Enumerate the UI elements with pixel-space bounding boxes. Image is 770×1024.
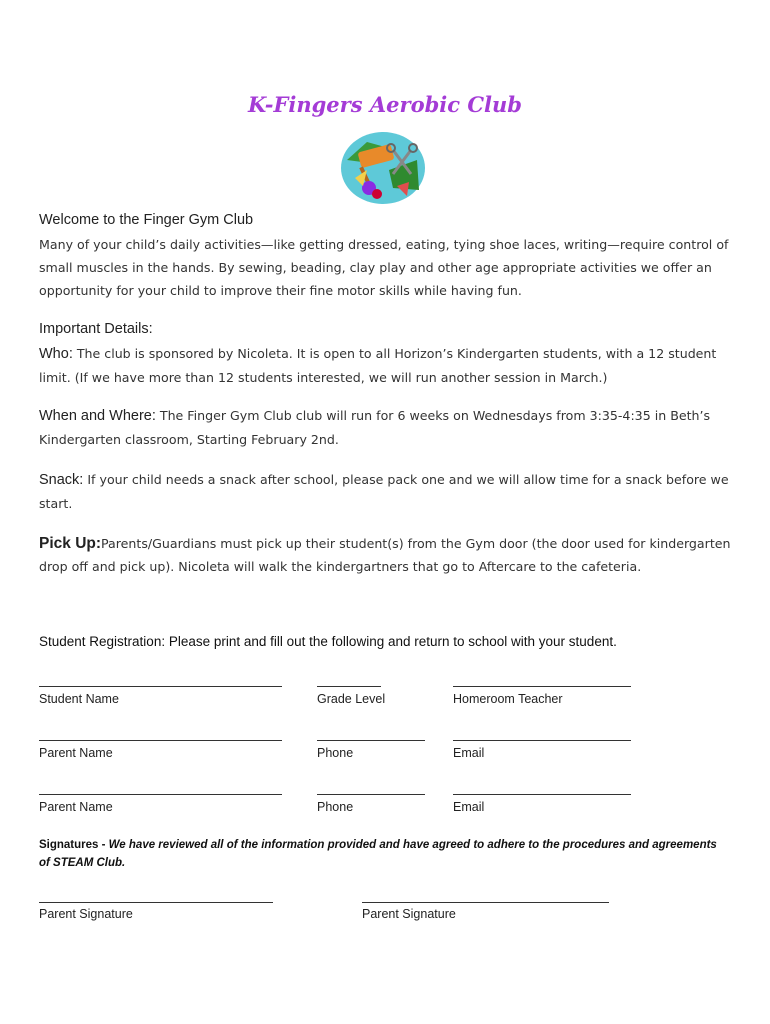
parent-signature-line-2[interactable] (362, 902, 609, 903)
who-paragraph (39, 342, 739, 389)
grade-level-label: Grade Level (317, 692, 386, 706)
parent-signature-label-2: Parent Signature (362, 907, 456, 921)
parent-name-line-1[interactable] (39, 740, 282, 741)
student-name-label: Student Name (39, 692, 119, 706)
who-label: Who: (39, 346, 73, 362)
pickup-paragraph (39, 532, 739, 578)
page-title: K-Fingers Aerobic Club (248, 92, 522, 117)
when-text: The Finger Gym Club club will run for 6 weeks on Wednesdays from 3:35-4:35 in Beth’s Kindergarten classroom, Starting February 2nd. (39, 408, 711, 447)
email-label-2: Email (453, 800, 485, 814)
email-line-1[interactable] (453, 740, 631, 741)
student-name-line[interactable] (39, 686, 282, 687)
grade-level-line[interactable] (317, 686, 381, 687)
parent-name-label-1: Parent Name (39, 746, 113, 760)
parent-signature-line-1[interactable] (39, 902, 273, 903)
parent-name-line-2[interactable] (39, 794, 282, 795)
phone-label-2: Phone (317, 800, 354, 814)
snack-text: If your child needs a snack after school, please pack one and we will allow time for a snack before we start. (39, 472, 729, 511)
pickup-label: Pick Up: (39, 535, 102, 552)
parent-name-label-2: Parent Name (39, 800, 113, 814)
phone-line-2[interactable] (317, 794, 425, 795)
craft-supplies-clipart (337, 130, 429, 208)
email-label-1: Email (453, 746, 485, 760)
pickup-text: Parents/Guardians must pick up their student(s) from the Gym door (the door used for kindergarten drop off and pick up). Nicoleta will walk the kindergartners that go to Aftercare to the cafeteria. (39, 536, 731, 574)
signatures-note (39, 836, 719, 872)
when-label: When and Where: (39, 408, 156, 424)
registration-heading: Student Registration: Please print and fill out the following and return to school with your student. (39, 634, 617, 649)
snack-label: Snack: (39, 472, 84, 488)
snack-paragraph (39, 468, 739, 515)
details-heading: Important Details: (39, 321, 153, 337)
welcome-heading: Welcome to the Finger Gym Club (39, 212, 254, 228)
homeroom-teacher-label: Homeroom Teacher (453, 692, 563, 706)
parent-signature-label-1: Parent Signature (39, 907, 133, 921)
signatures-lead: Signatures - (39, 839, 109, 851)
who-text: The club is sponsored by Nicoleta. It is open to all Horizon’s Kindergarten students, with a 12 student limit. (If we have more than 12 students interested, we will run another session in March.) (39, 346, 717, 385)
email-line-2[interactable] (453, 794, 631, 795)
welcome-paragraph: Many of your child’s daily activities—like getting dressed, eating, tying shoe laces, writing—require control of small muscles in the hands. By sewing, beading, clay play and other age appropriate activities we offer an opportunity for your child to improve their fine motor skills while having fun. (39, 237, 729, 298)
phone-label-1: Phone (317, 746, 354, 760)
phone-line-1[interactable] (317, 740, 425, 741)
when-paragraph (39, 404, 739, 451)
signatures-text: We have reviewed all of the information provided and have agreed to adhere to the procedures and agreements of STEAM Club. (39, 839, 717, 869)
homeroom-teacher-line[interactable] (453, 686, 631, 687)
